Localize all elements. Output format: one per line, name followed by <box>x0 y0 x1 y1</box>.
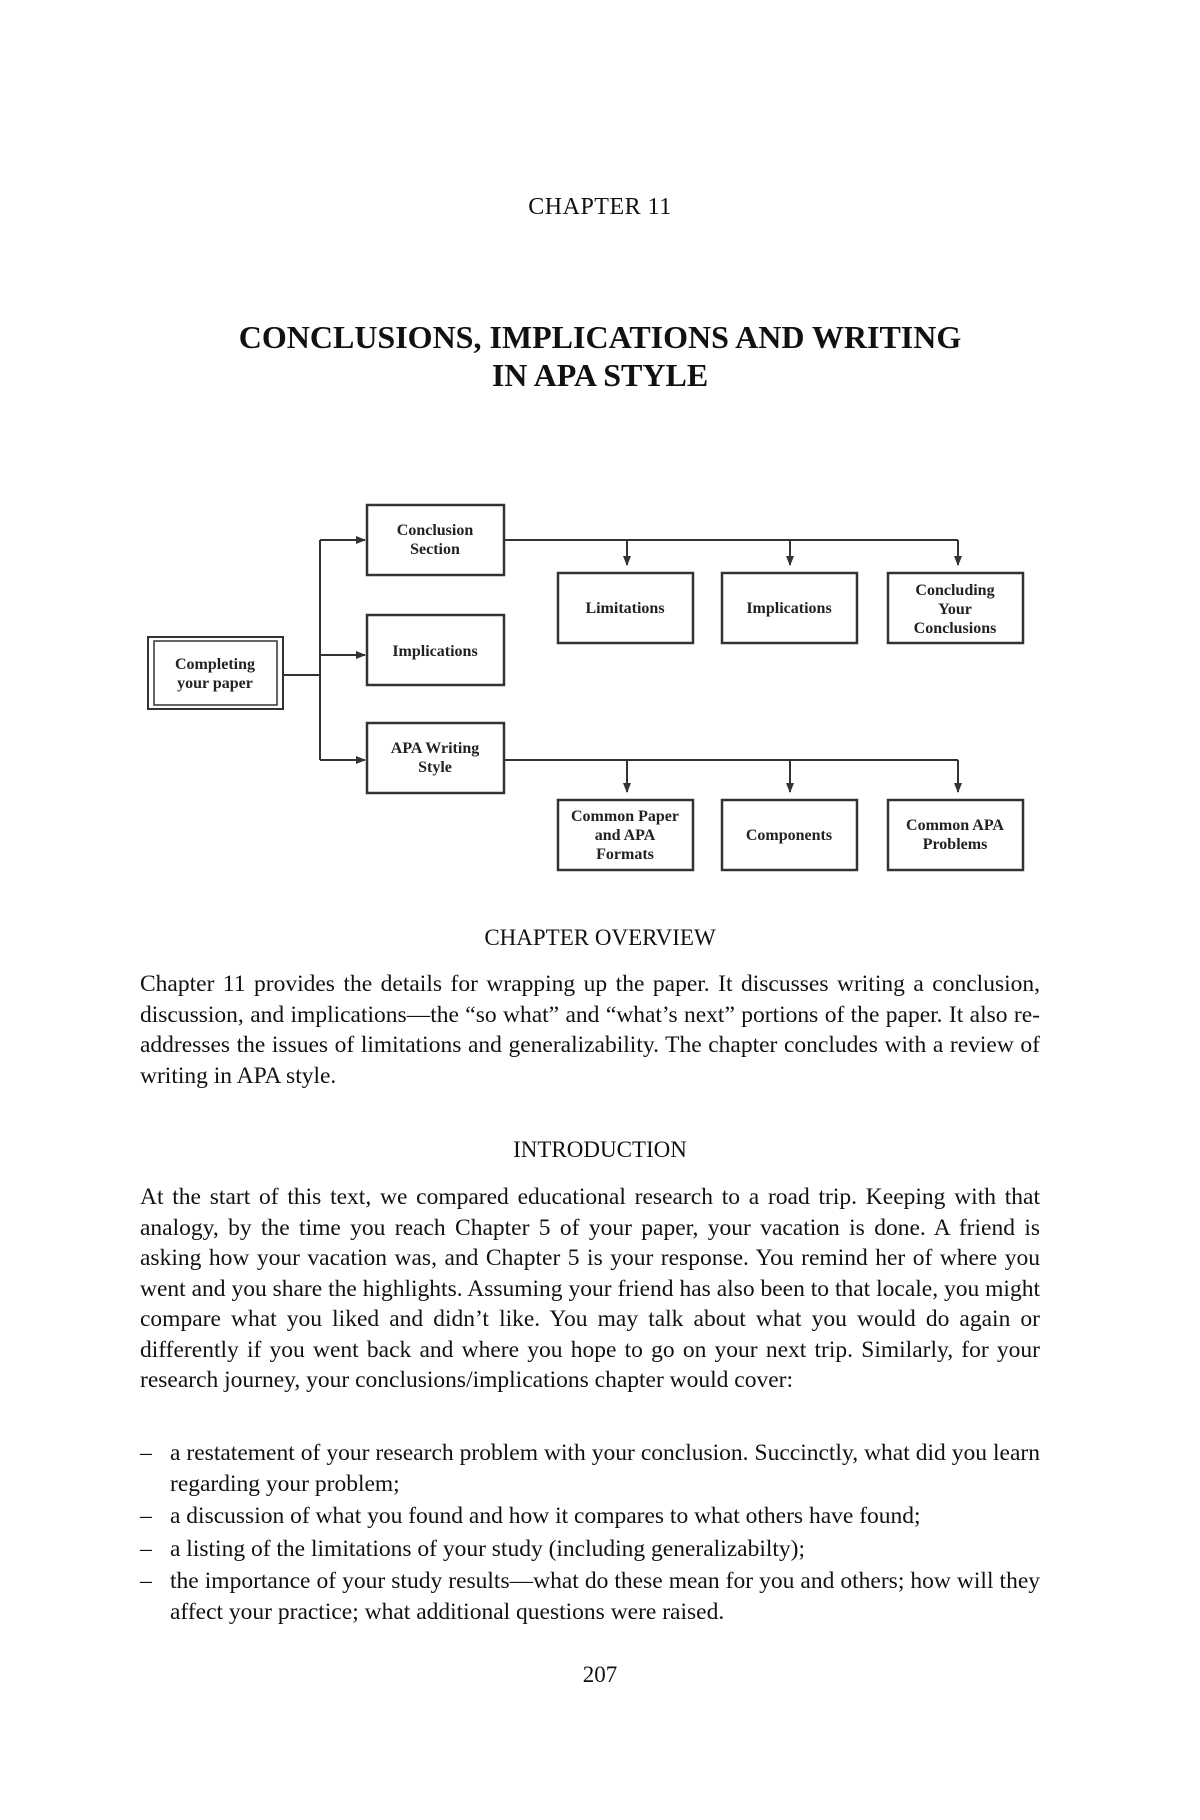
diagram-label: Limitations <box>585 600 665 617</box>
diagram-label: Conclusion <box>396 522 474 539</box>
diagram-label: Problems <box>922 836 988 853</box>
diagram-box-common-paper-apa-formats <box>558 800 693 870</box>
diagram-box-components <box>722 800 857 870</box>
introduction-heading: INTRODUCTION <box>513 1137 687 1162</box>
diagram-label: Section <box>410 541 460 558</box>
chapter-title-line-2: IN APA STYLE <box>491 357 709 393</box>
bullet-dash: – <box>140 1568 152 1594</box>
diagram-label: Style <box>418 759 452 776</box>
diagram-label: and APA <box>594 827 656 844</box>
list-item-text: a listing of the limitations of your study (including generalizabilty); <box>170 1535 806 1562</box>
list-item-text: a restatement of your research problem with your conclusion. Succinctly, what did you learn regarding your problem; <box>170 1440 1040 1497</box>
overview-heading: CHAPTER OVERVIEW <box>484 925 716 950</box>
diagram-label: Components <box>745 827 833 844</box>
chapter-label: CHAPTER 11 <box>528 194 672 220</box>
list-item <box>140 1534 1040 1565</box>
chapter-flow-diagram <box>0 495 1200 885</box>
diagram-box-limitations <box>558 573 693 643</box>
list-item <box>140 1438 1040 1499</box>
diagram-label: your paper <box>177 675 253 692</box>
list-item-text: a discussion of what you found and how it compares to what others have found; <box>170 1503 921 1529</box>
page-number: 207 <box>582 1662 618 1687</box>
diagram-box-common-apa-problems <box>888 800 1023 870</box>
diagram-box-apa-writing-style <box>367 723 504 793</box>
diagram-label: APA Writing <box>390 740 480 757</box>
diagram-label: Concluding <box>915 582 995 599</box>
diagram-label: Formats <box>596 846 654 863</box>
diagram-box-conclusion-section <box>367 505 504 575</box>
overview-paragraph: Chapter 11 provides the details for wrapping up the paper. It discusses writing a conclusion, discussion, and implications—the “so what” and “what’s next” portions of the paper. It also re-addresses the issues of limitations and generalizability. The chapter concludes with a review of writing in APA style. <box>140 971 1040 1089</box>
diagram-label: Implications <box>392 643 478 660</box>
list-item-text: the importance of your study results—what do these mean for you and others; how will they affect your practice; what additional questions were raised. <box>170 1568 1040 1625</box>
diagram-box-implications-sub <box>722 573 857 643</box>
diagram-label: Your <box>938 601 972 618</box>
bullet-dash: – <box>140 1440 152 1466</box>
list-item <box>140 1566 1040 1627</box>
diagram-label: Common Paper <box>571 808 679 825</box>
bullet-dash: – <box>140 1503 152 1529</box>
diagram-box-implications <box>367 615 504 685</box>
diagram-label: Completing <box>175 656 255 673</box>
chapter-title <box>140 318 1060 394</box>
diagram-box-completing-your-paper <box>148 637 283 709</box>
chapter-title-line-1: CONCLUSIONS, IMPLICATIONS AND WRITING <box>238 319 962 355</box>
diagram-label: Common APA <box>906 817 1004 834</box>
introduction-paragraph: At the start of this text, we compared educational research to a road trip. Keeping with that analogy, by the time you reach Chapter 5 of your paper, your vacation is done. A friend is asking how your vacation was, and Chapter 5 is your response. You remind her of where you went and you share the highlights. Assuming your friend has also been to that locale, you might compare what you liked and didn’t like. You may talk about what you would do again or differently if you went back and where you hope to go on your next trip. Similarly, for your research journey, your conclusions/implications chapter would cover: <box>140 1184 1040 1393</box>
diagram-box-concluding-your-conclusions <box>888 573 1023 643</box>
list-item <box>140 1501 1040 1532</box>
conclusions-chapter-list <box>140 1438 1040 1629</box>
bullet-dash: – <box>140 1535 152 1562</box>
diagram-label: Conclusions <box>913 620 997 637</box>
diagram-label: Implications <box>746 600 832 617</box>
